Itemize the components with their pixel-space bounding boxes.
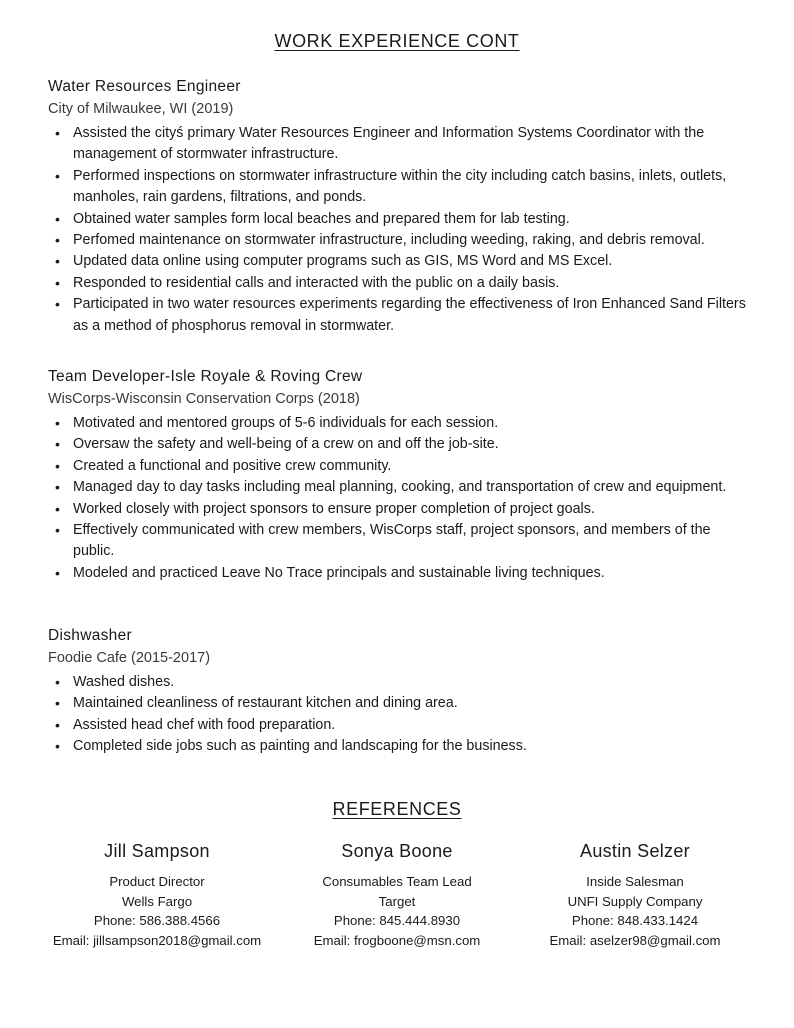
reference-company: Target [378,893,416,909]
list-item: • Oversaw the safety and well-being of a crew on and off the job-site. [48,434,748,455]
job-duties-list [48,672,748,758]
reference-card-austin-selzer [505,839,765,950]
list-item: • Effectively communicated with crew members, WisCorps staff, project sponsors, and members of the public. [48,520,748,563]
job-entry-team-developer [48,366,748,584]
list-item: • Worked closely with project sponsors to ensure proper completion of project goals. [48,499,748,520]
list-item: • Updated data online using computer programs such as GIS, MS Word and MS Excel. [48,251,748,272]
job-organization: City of Milwaukee, WI (2019) [48,101,234,117]
reference-card-sonya-boone [267,839,527,950]
list-item: • Maintained cleanliness of restaurant kitchen and dining area. [48,693,748,714]
references-heading: REFERENCES [332,799,462,819]
list-item: • Modeled and practiced Leave No Trace principals and sustainable living techniques. [48,563,748,584]
reference-role: Inside Salesman [586,874,684,889]
reference-phone: Phone: 845.444.8930 [333,913,461,928]
list-item: • Obtained water samples form local beaches and prepared them for lab testing. [48,209,748,230]
reference-card-jill-sampson [27,839,287,950]
reference-name: Jill Sampson [104,841,210,861]
list-item: • Managed day to day tasks including meal planning, cooking, and transportation of crew and equipment. [48,477,748,498]
list-item: • Responded to residential calls and interacted with the public on a daily basis. [48,273,748,294]
list-item: • Completed side jobs such as painting and landscaping for the business. [48,736,748,757]
job-entry-water-resources-engineer [48,76,748,337]
list-item: • Assisted head chef with food preparation. [48,715,748,736]
reference-phone: Phone: 848.433.1424 [571,913,699,928]
list-item: • Created a functional and positive crew community. [48,456,748,477]
job-title: Team Developer-Isle Royale & Roving Crew [48,368,363,385]
reference-role: Product Director [109,874,205,889]
list-item: • Performed inspections on stormwater infrastructure within the city including catch basins, inlets, outlets, manholes, rain gardens, filtrations, and ponds. [48,166,748,209]
reference-company: UNFI Supply Company [567,893,703,909]
page-title: WORK EXPERIENCE CONT [274,31,520,51]
reference-role: Consumables Team Lead [322,874,472,889]
reference-name: Austin Selzer [580,841,690,861]
reference-email: Email: aselzer98@gmail.com [549,932,721,948]
job-organization: WisCorps-Wisconsin Conservation Corps (2018) [48,391,360,407]
reference-company: Wells Fargo [121,893,193,909]
job-title: Water Resources Engineer [48,78,241,95]
reference-email: Email: jillsampson2018@gmail.com [52,932,262,948]
job-organization: Foodie Cafe (2015-2017) [48,650,211,666]
list-item: • Participated in two water resources experiments regarding the effectiveness of Iron Enhanced Sand Filters as a method of phosphorus removal in stormwater. [48,294,748,337]
reference-email: Email: frogboone@msn.com [313,932,481,948]
job-duties-list [48,413,748,584]
reference-name: Sonya Boone [341,841,453,861]
list-item: • Assisted the cityś primary Water Resources Engineer and Information Systems Coordinator with the management of stormwater infrastructure. [48,123,748,166]
list-item: • Washed dishes. [48,672,748,693]
list-item: • Perfomed maintenance on stormwater infrastructure, including weeding, raking, and debris removal. [48,230,748,251]
job-entry-dishwasher [48,625,748,758]
reference-phone: Phone: 586.388.4566 [93,913,221,928]
list-item: • Motivated and mentored groups of 5-6 individuals for each session. [48,413,748,434]
job-title: Dishwasher [48,627,132,644]
job-duties-list [48,123,748,337]
